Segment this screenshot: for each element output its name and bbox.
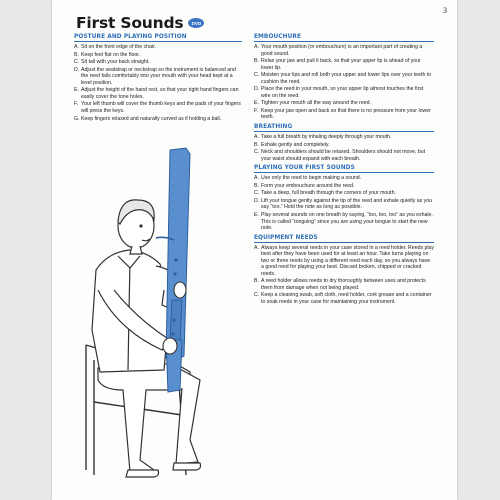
item-text: Your mouth position (or embouchure) is an important part of creating a good sound. xyxy=(261,44,423,57)
item-text: Keep your jaw open and back so that there is no pressure from your lower teeth. xyxy=(261,107,431,121)
step-item xyxy=(254,198,434,211)
section-heading: EMBOUCHURE xyxy=(254,34,434,42)
item-letter: C. xyxy=(254,149,260,156)
item-letter: B. xyxy=(74,51,79,58)
item-text: Relax your jaw and pull it back, so that your upper lip is ahead of your lower lip. xyxy=(261,58,421,71)
right-column xyxy=(254,34,434,306)
section-heading: EQUIPMENT NEEDS xyxy=(254,235,434,243)
title-row xyxy=(76,14,204,32)
item-letter: A. xyxy=(254,44,259,50)
item-text: Sit on the front edge of the chair. xyxy=(81,44,156,50)
posture-item xyxy=(74,52,242,59)
item-letter: A. xyxy=(254,244,259,251)
item-text: Take a full breath by inhaling deeply through your mouth. xyxy=(261,133,392,140)
item-letter: A. xyxy=(74,44,79,50)
section-breathing xyxy=(254,124,434,162)
item-text: Use only the reed to begin making a sound. xyxy=(261,175,362,182)
step-item xyxy=(254,86,434,99)
item-letter: B. xyxy=(254,141,259,148)
item-text: Tighten your mouth all the way around the reed. xyxy=(261,100,371,107)
item-letter: C. xyxy=(254,72,260,79)
step-item xyxy=(254,175,434,182)
item-letter: C. xyxy=(254,292,260,299)
item-letter: E. xyxy=(74,87,79,94)
item-text: Take a deep, full breath through the corners of your mouth. xyxy=(261,190,396,197)
item-text: Keep fingers relaxed and naturally curved as if holding a ball. xyxy=(81,115,222,122)
item-text: Neck and shoulders should be relaxed. Shoulders should not move, but your waist should expand with each breath. xyxy=(261,149,426,162)
page-number: 3 xyxy=(443,6,447,15)
posture-section xyxy=(74,34,242,123)
item-letter: B. xyxy=(254,182,259,189)
posture-item xyxy=(74,67,242,87)
step-list xyxy=(254,245,434,306)
item-letter: C. xyxy=(74,59,80,66)
item-letter: E. xyxy=(254,212,259,219)
item-letter: F. xyxy=(74,101,79,108)
section-heading: POSTURE AND PLAYING POSITION xyxy=(74,34,242,42)
item-letter: C. xyxy=(254,190,260,197)
step-item xyxy=(254,134,434,141)
step-item xyxy=(254,108,434,121)
step-item xyxy=(254,58,434,71)
step-item xyxy=(254,212,434,232)
section-heading: PLAYING YOUR FIRST SOUNDS xyxy=(254,165,434,173)
item-text: A reed holder allows reeds to dry thoroughly between uses and protects them from damage when not being played. xyxy=(261,278,426,291)
item-text: Place the reed in your mouth, so your upper lip almost touches the first wire on the reed. xyxy=(261,86,424,99)
step-list xyxy=(254,134,434,162)
item-letter: D. xyxy=(254,86,260,93)
item-letter: F. xyxy=(254,107,259,114)
item-letter: G. xyxy=(74,115,80,122)
item-text: Form your embouchure around the reed. xyxy=(261,182,355,189)
step-item xyxy=(254,72,434,85)
step-item xyxy=(254,142,434,149)
book-page xyxy=(52,0,457,500)
step-item xyxy=(254,44,434,57)
item-text: Play several sounds on one breath by saying, “too, too, too” as you exhale. This is called “tonguing” since you are using your tongue to start the new note. xyxy=(261,212,433,232)
step-list xyxy=(254,44,434,121)
item-text: Keep feet flat on the floor. xyxy=(81,51,141,58)
head-drawing xyxy=(118,200,154,254)
dvd-badge-icon: DVD xyxy=(188,18,204,28)
section-equipment-needs xyxy=(254,235,434,306)
posture-item xyxy=(74,87,242,100)
posture-item xyxy=(74,59,242,66)
item-text: Adjust the height of the hand rest, so that your right hand fingers can easily cover the tone holes. xyxy=(81,87,239,100)
section-playing-your-first-sounds xyxy=(254,165,434,231)
item-letter: B. xyxy=(254,278,259,285)
item-text: Lift your tongue gently against the tip of the reed and exhale quietly as you say “too.” Hold the note as long as possible. xyxy=(261,197,433,211)
step-item xyxy=(254,190,434,197)
step-list xyxy=(254,175,434,231)
item-text: Always keep several reeds in your case stored in a reed holder. Reeds play best after they have been used for at least an hour. Take turns playing on two or three reeds by using a different reed each day, so you always have a good reed for playing your best. Discard broken, chipped or cracked reeds. xyxy=(261,244,435,277)
section-embouchure xyxy=(254,34,434,121)
item-letter: D. xyxy=(74,66,80,73)
step-item xyxy=(254,245,434,278)
legs-drawing xyxy=(98,363,200,472)
item-text: Exhale gently and completely. xyxy=(261,141,330,148)
item-letter: A. xyxy=(254,133,259,140)
section-heading: BREATHING xyxy=(254,124,434,132)
step-item xyxy=(254,100,434,107)
item-text: Sit tall with your back straight. xyxy=(81,59,150,66)
item-text: Keep a cleaning swab, soft cloth, reed holder, cork grease and a container to soak reeds in your case for maintaining your instrument. xyxy=(261,292,432,305)
step-item xyxy=(254,278,434,291)
step-item xyxy=(254,183,434,190)
bassoon-player-illustration xyxy=(78,140,248,480)
posture-item xyxy=(74,44,242,51)
item-text: Your left thumb will cover the thumb keys and the pads of your fingers will press the keys. xyxy=(81,101,241,114)
item-letter: D. xyxy=(254,197,260,204)
step-item xyxy=(254,292,434,305)
posture-list xyxy=(74,44,242,122)
item-letter: B. xyxy=(254,58,259,65)
item-text: Moisten your lips and roll both your upper and lower lips over your teeth to cushion the reed. xyxy=(261,72,432,85)
page-title: First Sounds xyxy=(76,14,184,32)
posture-item xyxy=(74,101,242,114)
step-item xyxy=(254,149,434,162)
item-letter: A. xyxy=(254,175,259,182)
item-text: Adjust the seatstrap or neckstrap so the instrument is balanced and the reed falls comfortably into your mouth with your head kept at a level position. xyxy=(81,66,236,86)
item-letter: E. xyxy=(254,100,259,107)
posture-item xyxy=(74,116,242,123)
